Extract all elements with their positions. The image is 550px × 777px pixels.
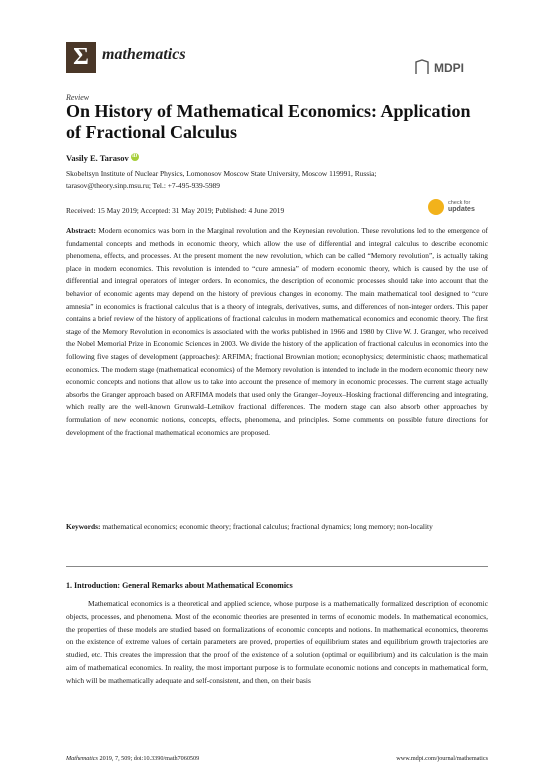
article-title: On History of Mathematical Economics: Application of Fractional Calculus	[66, 101, 471, 142]
article-type: Review	[66, 93, 90, 102]
footer-url[interactable]: www.mdpi.com/journal/mathematics	[396, 755, 488, 762]
journal-logo-icon: Σ	[66, 42, 96, 73]
abstract-text: Modern economics was born in the Marginal revolution and the Keynesian revolution. These revolutions led to the emergence of fundamental concepts and methods in economic theory, which allow the use of differential and integral calculus to describe economic phenomena, effects, and processes. At the present moment the new revolution, which can be called “Memory revolution”, is actually taking place in modern economics. This revolution is intended to “cure amnesia” of modern economic theory, which is caused by the use of differential and integral operators of integer orders. In economics, the description of economic processes should take into account that the behavior of economic agents may depend on the history of previous changes in economy. The main mathematical tool designed to “cure amnesia” in economics is fractional calculus that is a theory of integrals, derivatives, sums, and differences of non-integer orders. This paper contains a brief review of the history of applications of fractional calculus in modern mathematical economics and economic theory. The first stage of the Memory Revolution in economics is associated with the works published in 1966 and 1980 by Clive W. J. Granger, who received the Nobel Memorial Prize in Economic Sciences in 2003. We divide the history of the application of fractional calculus in economics into the following five stages of development (approaches): ARFIMA; fractional Brownian motion; econophysics; deterministic chaos; mathematical economics. The modern stage (mathematical economics) of the Memory revolution is intended to include in the modern economic theory new economic concepts and notions that allow us to take into account the presence of memory in economic processes. The current stage actually absorbs the Granger approach based on ARFIMA models that used only the Granger–Joyeux–Hosking fractional differencing and integrating, which really are the well-known Grunwald–Letnikov fractional differences. The modern stage can also absorb other approaches by formulation of new economic notions, concepts, effects, phenomena, and principles. Some comments on possible future directions for development of the fractional mathematical economics are proposed.	[66, 226, 488, 437]
abstract-label: Abstract:	[66, 226, 96, 235]
affiliation-line-2[interactable]: tarasov@theory.sinp.msu.ru; Tel.: +7-495-939-5989	[66, 180, 220, 190]
footer-journal: Mathematics	[66, 755, 98, 762]
check-updates-line2: updates	[448, 206, 475, 213]
section-paragraph: Mathematical economics is a theoretical and applied science, whose purpose is a mathematically formalized description of economic objects, processes, and phenomena. Most of the economic theories are presented in terms of economic models. In mathematical economics, the properties of these models are studied based on formalizations of economic concepts and notions. In mathematical economics, theorems on the existence of extreme values of certain parameters are proved, properties of equilibrium states and equilibrium growth trajectories are studied, etc. This creates the impression that the proof of the existence of a solution (optimal or equilibrium) and its calculation is the main aim of mathematical economics. In reality, the most important purpose is to formulate economic notions and concepts in mathematical form, which will be mathematically adequate and self-consistent, and then, on their basis	[66, 599, 488, 685]
check-updates-line1: check for	[448, 200, 471, 206]
check-updates-icon	[428, 199, 444, 215]
section-divider	[66, 566, 488, 567]
abstract	[66, 225, 488, 439]
orcid-icon[interactable]: iD	[132, 154, 138, 159]
section-heading: 1. Introduction: General Remarks about Mathematical Economics	[66, 581, 293, 590]
author-line	[66, 153, 139, 163]
publication-dates: Received: 15 May 2019; Accepted: 31 May 2019; Published: 4 June 2019	[66, 206, 285, 215]
footer-citation-text: 2019, 7, 509; doi:10.3390/math7060509	[97, 755, 200, 762]
affiliation-line-1: Skobeltsyn Institute of Nuclear Physics, Lomonosov Moscow State University, Moscow 119991, Russia;	[66, 169, 377, 178]
keywords-label: Keywords:	[66, 522, 101, 531]
mdpi-logo-icon	[414, 58, 484, 76]
affiliation	[66, 168, 496, 191]
keywords-text: mathematical economics; economic theory; fractional calculus; fractional dynamics; long memory; non-locality	[102, 522, 433, 531]
footer-citation	[66, 755, 199, 762]
journal-name: mathematics	[102, 46, 186, 63]
author-name[interactable]: Vasily E. Tarasov	[66, 153, 129, 163]
keywords	[66, 521, 488, 534]
check-updates-badge[interactable]	[428, 198, 488, 216]
mdpi-logo-text: MDPI	[434, 61, 464, 75]
